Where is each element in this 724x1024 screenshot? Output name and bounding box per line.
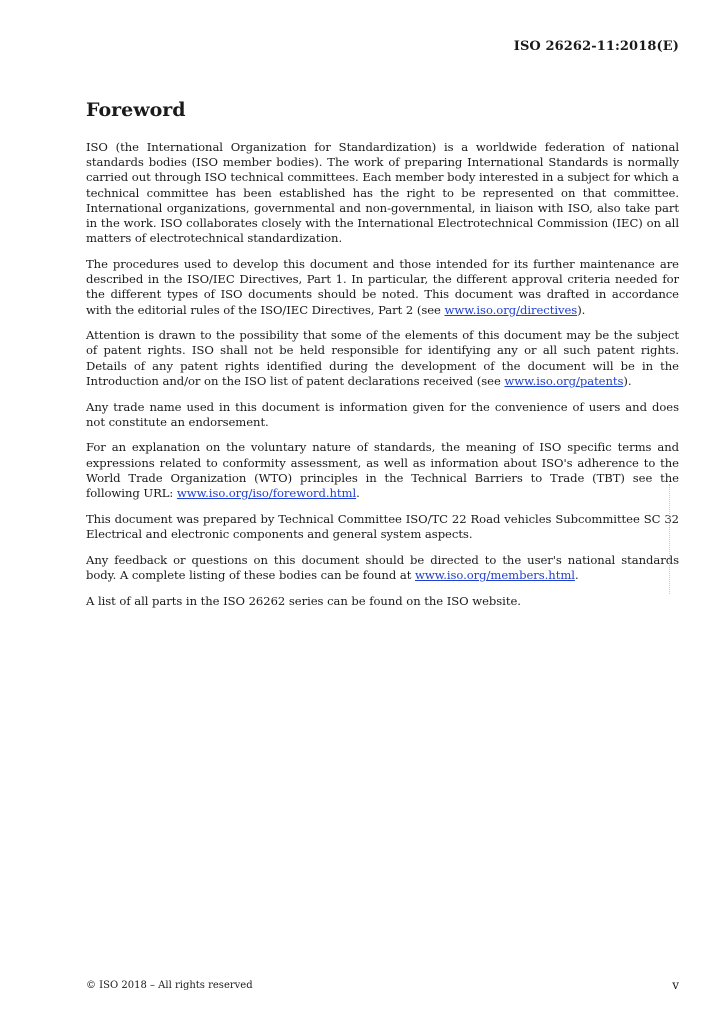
margin-change-marker bbox=[669, 484, 670, 594]
footer-page-number: v bbox=[672, 978, 679, 992]
foreword-body bbox=[86, 140, 679, 619]
paragraph-text: ISO (the International Organization for Standardization) is a worldwide federation of national standards bodies (ISO member bodies). The work of preparing International Standards is normally carried out through ISO technical committees. Each member body interested in a subject for which a technical committee has been established has the right to be represented on that committee. International organizations, governmental and non-governmental, in liaison with ISO, also take part in the work. ISO collaborates closely with the International Electrotechnical Commission (IEC) on all matters of electrotechnical standardization. bbox=[86, 140, 679, 246]
paragraph-text: Any feedback or questions on this document should be directed to the user's national standards body. A complete listing of these bodies can be found at bbox=[86, 552, 679, 582]
foreword-link[interactable]: www.iso.org/iso/foreword.html bbox=[176, 486, 357, 501]
members-link[interactable]: www.iso.org/members.html bbox=[414, 567, 575, 582]
paragraph-iso-overview bbox=[86, 140, 679, 246]
paragraph-text: ). bbox=[577, 302, 586, 317]
paragraph-text: . bbox=[574, 567, 579, 582]
footer-copyright: © ISO 2018 – All rights reserved bbox=[86, 980, 253, 991]
paragraph-text: A list of all parts in the ISO 26262 series can be found on the ISO website. bbox=[86, 593, 521, 608]
paragraph-text: . bbox=[356, 486, 360, 501]
paragraph-series-list bbox=[86, 594, 679, 609]
paragraph-text: Any trade name used in this document is information given for the convenience of users and does not constitute an endorsement. bbox=[86, 399, 679, 429]
paragraph-procedures bbox=[86, 257, 679, 318]
paragraph-feedback bbox=[86, 553, 679, 583]
paragraph-text: ). bbox=[623, 373, 632, 388]
paragraph-text: For an explanation on the voluntary nature of standards, the meaning of ISO specific terms and expressions related to conformity assessment, as well as information about ISO's adherence to the World Trade Organization (WTO) principles in the Technical Barriers to Trade (TBT) see the following URL: bbox=[86, 440, 679, 501]
patents-link[interactable]: www.iso.org/patents bbox=[504, 373, 624, 388]
paragraph-committee bbox=[86, 512, 679, 542]
directives-link[interactable]: www.iso.org/directives bbox=[444, 302, 578, 317]
paragraph-text: This document was prepared by Technical Committee ISO/TC 22 Road vehicles Subcommittee SC 32 Electrical and electronic components and general system aspects. bbox=[86, 511, 679, 541]
paragraph-text: Attention is drawn to the possibility that some of the elements of this document may be the subject of patent rights. ISO shall not be held responsible for identifying any or all such patent rights. Details of any patent rights identified during the development of the document will be in the Introduction and/or on the ISO list of patent declarations received (see bbox=[86, 328, 679, 388]
paragraph-patents bbox=[86, 328, 679, 389]
page-title: Foreword bbox=[86, 99, 186, 121]
paragraph-voluntary-nature bbox=[86, 440, 679, 501]
paragraph-text: The procedures used to develop this document and those intended for its further maintenance are described in the ISO/IEC Directives, Part 1. In particular, the different approval criteria needed for the different types of ISO documents should be noted. This document was drafted in accordance with the editorial rules of the ISO/IEC Directives, Part 2 (see bbox=[86, 256, 679, 317]
paragraph-trade-name bbox=[86, 400, 679, 430]
document-identifier: ISO 26262-11:2018(E) bbox=[513, 39, 679, 54]
